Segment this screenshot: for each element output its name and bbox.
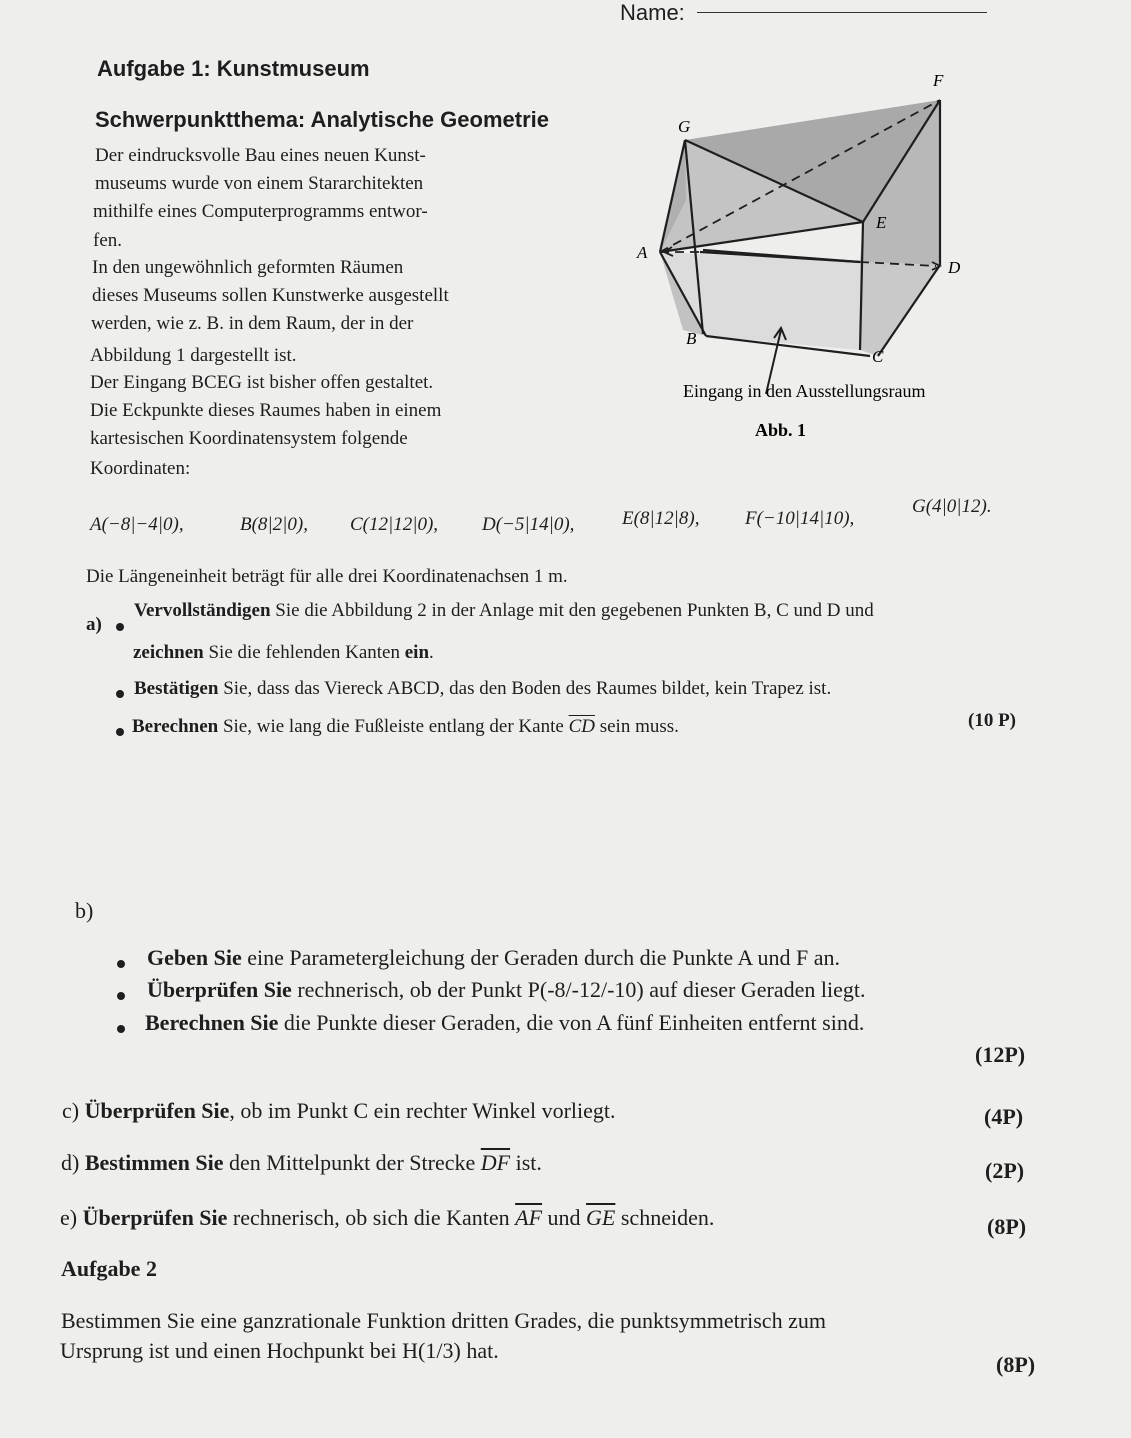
intro-line: Die Eckpunkte dieses Raumes haben in einem: [90, 400, 442, 421]
edge-CD: $\overline{CD}$: [568, 716, 595, 737]
point-C: C(12|12|0),: [350, 514, 439, 535]
text: Sie, wie lang die Fußleiste entlang der Kante: [218, 716, 569, 737]
label-C: C: [872, 347, 884, 366]
figure-caption: Abb. 1: [755, 420, 807, 440]
intro-line: fen.: [93, 230, 123, 251]
intro-line: dieses Museums sollen Kunstwerke ausgestellt: [92, 285, 449, 306]
part-b-label: b): [75, 898, 94, 923]
keyword: Überprüfen Sie: [84, 1098, 230, 1123]
keyword: Berechnen: [132, 716, 219, 737]
edge-GE: $\overline{GE}$: [586, 1205, 616, 1230]
edge-AF: $\overline{AF}$: [515, 1205, 543, 1230]
unit-note: Die Längeneinheit beträgt für alle drei Koordinatenachsen 1 m.: [86, 566, 568, 587]
part-a-bullet-1-cont: [133, 642, 434, 664]
intro-line: Der Eingang BCEG ist bisher offen gestaltet.: [90, 372, 434, 393]
text: .: [429, 642, 434, 663]
task2-line-1: Bestimmen Sie eine ganzrationale Funktion dritten Grades, die punktsymmetrisch zum: [61, 1308, 826, 1333]
point-E: E(8|12|8),: [622, 508, 700, 529]
bullet-icon: [117, 1025, 125, 1033]
part-b-bullet-3: [145, 1010, 864, 1036]
name-label: Name:: [620, 0, 685, 25]
task1-title: Aufgabe 1: Kunstmuseum: [97, 56, 370, 81]
point-F: F(−10|14|10),: [745, 508, 855, 529]
part-a-bullet-2: [134, 678, 831, 700]
text: eine Parametergleichung der Geraden durch die Punkte A und F an.: [241, 945, 841, 970]
keyword: Überprüfen Sie: [147, 977, 292, 1002]
entrance-caption: Eingang in den Ausstellungsraum: [683, 381, 926, 401]
part-e: [60, 1205, 714, 1231]
keyword: Bestätigen: [134, 678, 219, 699]
text: den Mittelpunkt der Strecke: [223, 1150, 481, 1175]
part-a-label: a): [86, 614, 102, 635]
label-D: D: [948, 258, 961, 277]
text: rechnerisch, ob sich die Kanten: [227, 1205, 516, 1230]
part-c: [62, 1098, 616, 1124]
part-d: [61, 1150, 542, 1176]
text: schneiden.: [615, 1205, 715, 1230]
part-e-label: e): [60, 1205, 83, 1230]
bullet-icon: [116, 690, 124, 698]
text: , ob im Punkt C ein rechter Winkel vorliegt.: [229, 1098, 616, 1123]
right-lower-face: [860, 262, 940, 356]
intro-line: museums wurde von einem Stararchitekten: [95, 173, 424, 194]
intro-line: Der eindrucksvolle Bau eines neuen Kunst-: [95, 145, 426, 166]
part-c-points: (4P): [984, 1104, 1024, 1129]
part-a-points: (10 P): [968, 710, 1017, 731]
label-E: E: [876, 213, 887, 232]
label-G: G: [678, 117, 691, 136]
text: die Punkte dieser Geraden, die von A fünf Einheiten entfernt sind.: [278, 1010, 865, 1035]
keyword: ein: [404, 642, 430, 663]
part-b-bullet-2: [147, 977, 865, 1003]
keyword: Vervollständigen: [134, 600, 271, 621]
part-d-label: d): [61, 1150, 85, 1175]
point-D: D(−5|14|0),: [482, 514, 575, 535]
label-B: B: [686, 329, 697, 348]
task2-line-2: Ursprung ist und einen Hochpunkt bei H(1/3) hat.: [60, 1338, 499, 1363]
edge-DF: $\overline{DF}$: [480, 1150, 511, 1175]
point-G: G(4|0|12).: [912, 496, 992, 517]
part-b-points: (12P): [975, 1042, 1026, 1067]
keyword: zeichnen: [133, 642, 204, 663]
bullet-icon: [116, 728, 124, 736]
intro-line: kartesischen Koordinatensystem folgende: [90, 428, 408, 449]
name-field[interactable]: [697, 12, 987, 13]
keyword: Geben Sie: [147, 945, 242, 970]
label-A: A: [637, 243, 648, 262]
intro-line: Abbildung 1 dargestellt ist.: [90, 345, 297, 366]
text: Sie, dass das Viereck ABCD, das den Boden des Raumes bildet, kein Trapez ist.: [218, 678, 832, 699]
text: sein muss.: [594, 716, 679, 737]
keyword: Bestimmen Sie: [84, 1150, 224, 1175]
room-figure: [600, 60, 1020, 450]
keyword: Überprüfen Sie: [82, 1205, 228, 1230]
bullet-icon: [116, 623, 124, 631]
part-a-bullet-1: [134, 600, 874, 622]
part-e-points: (8P): [987, 1214, 1027, 1239]
part-a-bullet-3: [132, 716, 679, 738]
task2-title: Aufgabe 2: [61, 1256, 157, 1281]
text: rechnerisch, ob der Punkt P(-8/-12/-10) auf dieser Geraden liegt.: [291, 977, 866, 1002]
task2-points: (8P): [996, 1352, 1036, 1377]
intro-line: mithilfe eines Computerprogramms entwor-: [93, 201, 428, 222]
task1-focus: Schwerpunktthema: Analytische Geometrie: [95, 107, 549, 132]
text: Sie die fehlenden Kanten: [203, 642, 405, 663]
bullet-icon: [117, 992, 125, 1000]
intro-line: werden, wie z. B. in dem Raum, der in der: [91, 313, 414, 334]
point-A: A(−8|−4|0),: [90, 514, 184, 535]
point-B: B(8|2|0),: [240, 514, 308, 535]
part-b-bullet-1: [147, 945, 840, 971]
part-d-points: (2P): [985, 1158, 1025, 1183]
keyword: Berechnen Sie: [145, 1010, 279, 1035]
label-F: F: [933, 71, 944, 90]
intro-line: Koordinaten:: [90, 458, 191, 479]
bullet-icon: [117, 960, 125, 968]
part-c-label: c): [62, 1098, 85, 1123]
intro-line: In den ungewöhnlich geformten Räumen: [92, 257, 404, 278]
text: und: [542, 1205, 587, 1230]
text: ist.: [510, 1150, 542, 1175]
text: Sie die Abbildung 2 in der Anlage mit den gegebenen Punkten B, C und D und: [270, 600, 874, 621]
